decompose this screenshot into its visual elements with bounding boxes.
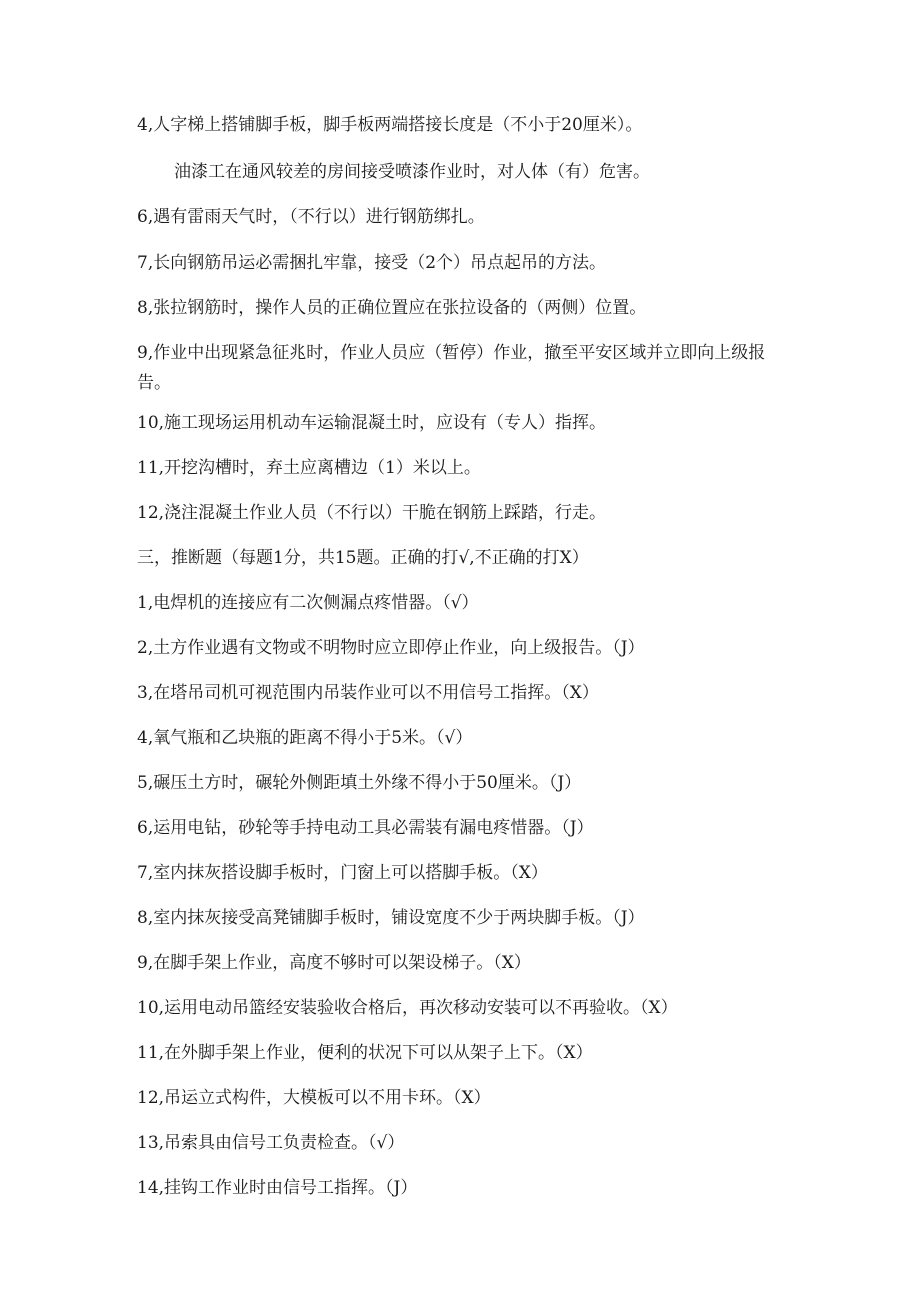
text-line-22: 12,吊运立式构件，大模板可以不用卡环。（X）: [137, 1088, 491, 1108]
text-line-12: 2,土方作业遇有文物或不明物时应立即停止作业，向上级报告。（J）: [137, 638, 645, 658]
text-line-9: 12,浇注混凝土作业人员（不行以）干脆在钢筋上踩踏，行走。: [137, 503, 607, 523]
text-line-14: 4,氧气瓶和乙块瓶的距离不得小于5米。（√）: [137, 728, 473, 748]
text-line-2: 油漆工在通风较差的房间接受喷漆作业时，对人体（有）危害。: [174, 162, 650, 182]
text-line-11: 1,电焊机的连接应有二次侧漏点疼惜器。（√）: [137, 593, 479, 613]
text-line-4: 7,长向钢筋吊运必需捆扎牢靠，接受（2个）吊点起吊的方法。: [137, 253, 607, 273]
text-line-6: 9,作业中出现紧急征兆时，作业人员应（暂停）作业，撤至平安区域并立即向上级报告。: [137, 343, 766, 393]
text-line-1: 4,人字梯上搭铺脚手板，脚手板两端搭接长度是（不小于20厘米）。: [137, 115, 643, 135]
text-line-13: 3,在塔吊司机可视范围内吊装作业可以不用信号工指挥。（X）: [137, 683, 599, 703]
text-line-23: 13,吊索具由信号工负责检查。（√）: [137, 1133, 405, 1153]
text-line-17: 7,室内抹灰搭设脚手板时，门窗上可以搭脚手板。（X）: [137, 863, 548, 883]
text-line-21: 11,在外脚手架上作业，便利的状况下可以从架子上下。（X）: [137, 1043, 593, 1063]
text-line-7: 10,施工现场运用机动车运输混凝土时，应设有（专人）指挥。: [137, 413, 607, 433]
text-line-3: 6,遇有雷雨天气时，（不行以）进行钢筋绑扎。: [137, 207, 485, 227]
text-line-18: 8,室内抹灰接受高凳铺脚手板时，铺设宽度不少于两块脚手板。（J）: [137, 908, 645, 928]
text-line-5: 8,张拉钢筋时，操作人员的正确位置应在张拉设备的（两侧）位置。: [137, 298, 647, 318]
text-line-19: 9,在脚手架上作业，高度不够时可以架设梯子。（X）: [137, 953, 531, 973]
text-line-15: 5,碾压土方时，碾轮外侧距填土外缘不得小于50厘米。（J）: [137, 773, 582, 793]
text-line-24: 14,挂钩工作业时由信号工指挥。（J）: [137, 1178, 418, 1198]
text-line-16: 6,运用电钻，砂轮等手持电动工具必需装有漏电疼惜器。（J）: [137, 818, 594, 838]
text-line-20: 10,运用电动吊篮经安装验收合格后，再次移动安装可以不再验收。（X）: [137, 998, 678, 1018]
section-heading: 三，推断题（每题1分，共15题。正确的打√,不正确的打X）: [137, 548, 589, 568]
text-line-8: 11,开挖沟槽时，弃土应离槽边（1）米以上。: [137, 458, 481, 478]
